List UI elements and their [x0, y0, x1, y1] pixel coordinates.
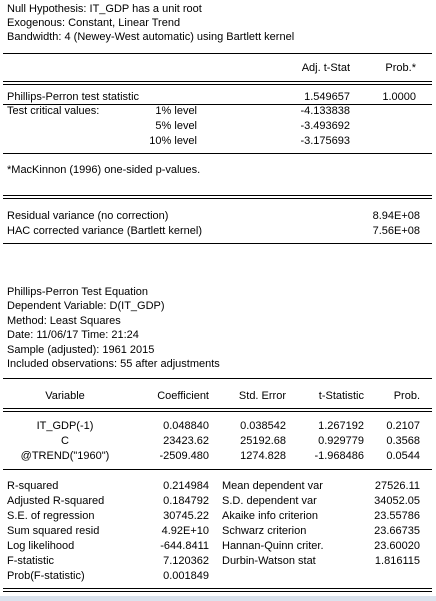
stat-label: S.E. of regression	[7, 510, 95, 522]
coef-row-t-statistic: 1.267192	[318, 420, 364, 432]
divider	[3, 591, 432, 592]
stat-value: 27526.11	[374, 480, 420, 492]
stat-value: 34052.05	[374, 495, 420, 507]
divider	[3, 408, 432, 409]
stat-value: 0.184792	[163, 495, 209, 507]
coef-row-std-error: 0.038542	[240, 420, 286, 432]
coef-row-variable: IT_GDP(-1)	[36, 420, 94, 432]
prob-header: Prob.*	[385, 62, 416, 74]
hac-variance-label: HAC corrected variance (Bartlett kernel)	[7, 225, 203, 237]
col-coefficient: Coefficient	[157, 390, 209, 402]
coef-row-coefficient: 23423.62	[163, 435, 209, 447]
mackinnon-footnote: *MacKinnon (1996) one-sided p-values.	[7, 164, 201, 176]
stat-label: F-statistic	[7, 555, 55, 567]
pp-stat-value: 1.549657	[304, 91, 350, 103]
crit-level-10: 10% level	[149, 135, 197, 147]
stat-value: 4.92E+10	[161, 525, 209, 537]
divider	[3, 195, 432, 196]
divider	[3, 153, 432, 154]
stat-value: 0.214984	[163, 480, 209, 492]
crit-level-1: 1% level	[155, 105, 197, 117]
bandwidth-line: Bandwidth: 4 (Newey-West automatic) using Bartlett kernel	[7, 31, 295, 43]
divider	[3, 243, 432, 244]
null-hypothesis-line: Null Hypothesis: IT_GDP has a unit root	[7, 3, 202, 15]
divider	[3, 198, 432, 199]
coef-row-variable: @TREND("1960")	[20, 450, 110, 462]
exogenous-line: Exogenous: Constant, Linear Trend	[7, 17, 181, 29]
divider	[3, 469, 432, 470]
divider	[3, 411, 432, 412]
coef-row-variable: C	[61, 435, 69, 447]
divider	[3, 53, 432, 54]
stat-label: S.D. dependent var	[222, 495, 317, 507]
window-bottom-edge	[0, 596, 436, 601]
stat-value: 23.66735	[374, 525, 420, 537]
divider	[3, 378, 432, 379]
coef-row-t-statistic: 0.929779	[318, 435, 364, 447]
col-prob: Prob.	[393, 390, 420, 402]
col-variable: Variable	[45, 390, 85, 402]
date-time: Date: 11/06/17 Time: 21:24	[7, 329, 139, 341]
coef-row-t-statistic: -1.968486	[314, 450, 364, 462]
crit-value-5: -3.493692	[300, 120, 350, 132]
stat-label: Prob(F-statistic)	[7, 570, 85, 582]
coef-row-std-error: 25192.68	[240, 435, 286, 447]
divider	[3, 588, 432, 589]
divider	[3, 84, 432, 85]
stat-label: Hannan-Quinn criter.	[222, 540, 324, 552]
coef-row-prob: 0.2107	[386, 420, 420, 432]
stat-label: Akaike info criterion	[222, 510, 318, 522]
residual-variance-label: Residual variance (no correction)	[7, 210, 169, 222]
dependent-variable: Dependent Variable: D(IT_GDP)	[7, 300, 165, 312]
stat-value: 1.816115	[374, 555, 420, 567]
divider	[3, 81, 432, 82]
coef-row-coefficient: -2509.480	[159, 450, 209, 462]
residual-variance-value: 8.94E+08	[372, 210, 420, 222]
critical-values-label: Test critical values:	[7, 105, 100, 117]
stat-value: 30745.22	[163, 510, 209, 522]
pp-stat-prob: 1.0000	[382, 91, 416, 103]
crit-value-1: -4.133838	[300, 105, 350, 117]
stat-label: R-squared	[7, 480, 59, 492]
coef-row-prob: 0.0544	[386, 450, 420, 462]
method: Method: Least Squares	[7, 315, 121, 327]
stat-value: 7.120362	[163, 555, 209, 567]
stat-value: -644.8411	[160, 540, 209, 552]
pp-stat-label: Phillips-Perron test statistic	[7, 91, 140, 103]
coef-row-coefficient: 0.048840	[163, 420, 209, 432]
col-std-error: Std. Error	[238, 390, 286, 402]
stat-label: Log likelihood	[7, 540, 75, 552]
equation-title: Phillips-Perron Test Equation	[7, 286, 149, 298]
crit-value-10: -3.175693	[300, 135, 350, 147]
stat-label: Sum squared resid	[7, 525, 100, 537]
stat-label: Durbin-Watson stat	[222, 555, 316, 567]
coef-row-prob: 0.3568	[386, 435, 420, 447]
coef-row-std-error: 1274.828	[240, 450, 286, 462]
stat-label: Schwarz criterion	[222, 525, 307, 537]
included-observations: Included observations: 55 after adjustments	[7, 358, 220, 370]
stat-value: 23.60020	[374, 540, 420, 552]
stat-value: 0.001849	[163, 570, 209, 582]
stat-label: Adjusted R-squared	[7, 495, 105, 507]
adj-tstat-header: Adj. t-Stat	[301, 62, 350, 74]
crit-level-5: 5% level	[155, 120, 197, 132]
sample: Sample (adjusted): 1961 2015	[7, 344, 155, 356]
stat-label: Mean dependent var	[222, 480, 323, 492]
hac-variance-value: 7.56E+08	[372, 225, 420, 237]
stat-value: 23.55786	[374, 510, 420, 522]
col-t-statistic: t-Statistic	[318, 390, 364, 402]
